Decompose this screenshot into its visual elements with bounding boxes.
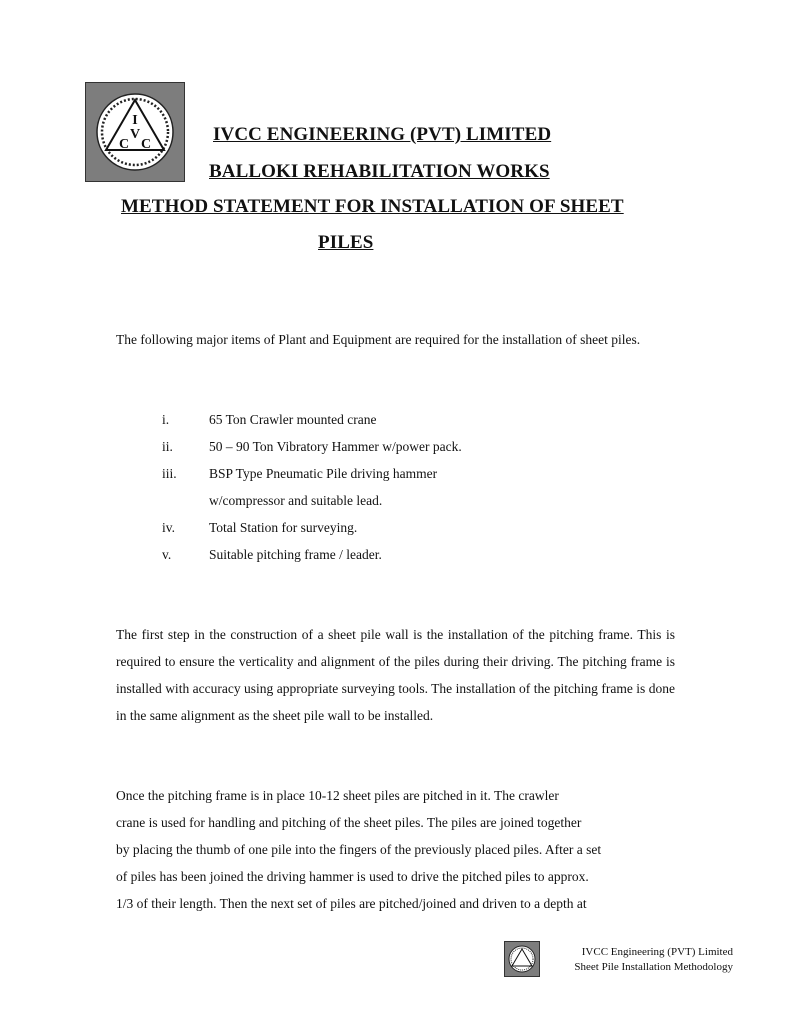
document-title-line-1: METHOD STATEMENT FOR INSTALLATION OF SHEET — [121, 196, 624, 217]
list-item-text: 50 – 90 Ton Vibratory Hammer w/power pack. — [209, 439, 462, 454]
list-item-text: Suitable pitching frame / leader. — [209, 547, 382, 562]
footer-company: IVCC Engineering (PVT) Limited — [581, 946, 733, 958]
paragraph-line: Once the pitching frame is in place 10-12 sheet piles are pitched in it. The crawler — [116, 788, 559, 803]
company-title: IVCC ENGINEERING (PVT) LIMITED — [213, 124, 552, 145]
footer-text — [546, 945, 733, 975]
paragraph-line: crane is used for handling and pitching of the sheet piles. The piles are joined together — [116, 815, 582, 830]
project-title: BALLOKI REHABILITATION WORKS — [209, 161, 550, 182]
list-item-text: BSP Type Pneumatic Pile driving hammer — [209, 466, 438, 481]
list-item-text: 65 Ton Crawler mounted crane — [209, 412, 377, 427]
pitching-paragraph — [116, 782, 676, 917]
footer-document: Sheet Pile Installation Methodology — [574, 961, 733, 973]
list-item-text: w/compressor and suitable lead. — [209, 493, 383, 508]
list-item-number: v. — [162, 547, 172, 562]
intro-paragraph: The following major items of Plant and Equipment are required for the installation of sheet piles. — [116, 332, 641, 347]
logo-letter-c1: C — [118, 137, 130, 152]
ivcc-small-logo-icon — [504, 941, 540, 977]
logo-letter-v: V — [129, 127, 141, 142]
first-step-paragraph: The first step in the construction of a sheet pile wall is the installation of the pitching frame. This is required to ensure the verticality and alignment of the piles during their driving. The pitching frame is installed with accuracy using appropriate surveying tools. The installation of the pitching frame is done in the same alignment as the sheet pile wall to be installed. — [116, 627, 675, 723]
list-item-number: iv. — [162, 520, 175, 535]
footer-logo-graphic — [505, 942, 539, 976]
logo-letter-i: I — [132, 113, 138, 128]
list-item-number: ii. — [162, 439, 173, 454]
list-item-number: iii. — [162, 466, 177, 481]
paragraph-line: by placing the thumb of one pile into the fingers of the previously placed piles. After a set — [116, 842, 602, 857]
paragraph-line: 1/3 of their length. Then the next set of piles are pitched/joined and driven to a depth at — [116, 896, 587, 911]
list-item-number: i. — [162, 412, 170, 427]
paragraph-line: of piles has been joined the driving hammer is used to drive the pitched piles to approx. — [116, 869, 589, 884]
ivcc-logo-icon — [85, 82, 185, 182]
document-title-line-2: PILES — [318, 232, 374, 253]
logo-letter-c2: C — [140, 137, 152, 152]
ivcc-logo-graphic — [86, 83, 184, 181]
list-item-text: Total Station for surveying. — [209, 520, 358, 535]
